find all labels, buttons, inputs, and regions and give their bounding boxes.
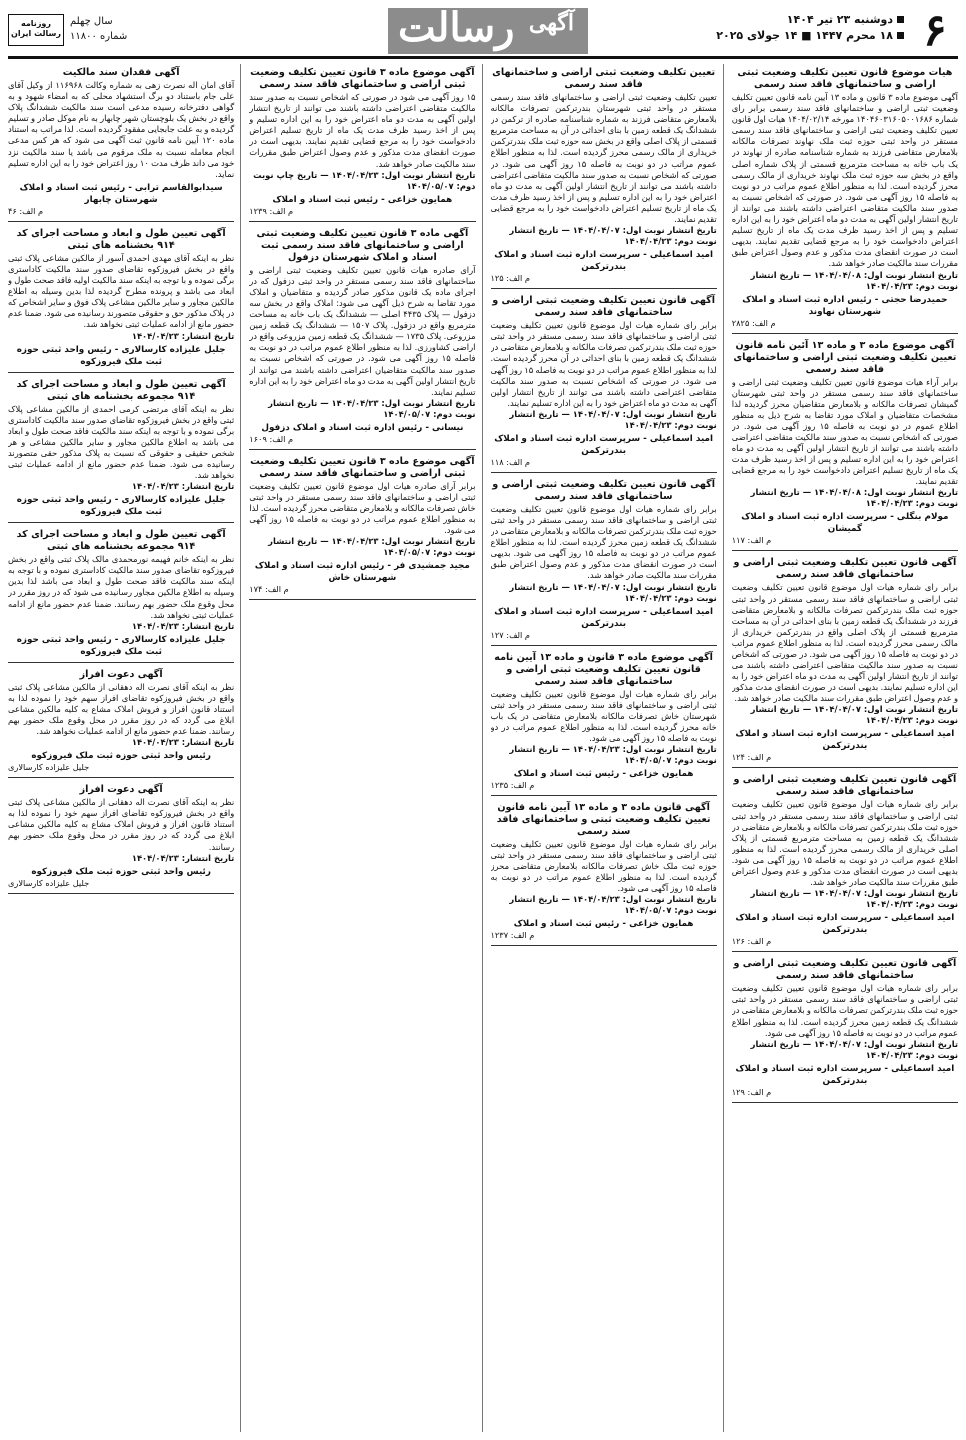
ad-title: آگهی قانون تعیین تکلیف وضعیت ثبتی اراضی و ساختمانهای فاقد سند رسمی <box>733 958 957 982</box>
ad-signature: همایون خزاعی - رئیس ثبت اسناد و املاک <box>513 919 694 930</box>
ad-notice <box>491 292 717 473</box>
publication-dates: تاریخ انتشار نوبت اول: ۱۴۰۴/۰۴/۲۳ — تاریخ چاپ نوبت دوم: ۱۴۰۴/۰۵/۰۷ <box>253 169 476 191</box>
ad-title: آگهی فقدان سند مالکیت <box>62 67 180 78</box>
ad-title: آگهی تعیین طول و ابعاد و مساحت اجرای کد ۹۱۴ بخشنامه های ثبتی <box>16 227 226 251</box>
column-3 <box>249 64 482 1432</box>
ad-reference: جلیل علیزاده کارسالاری <box>8 877 90 888</box>
ad-notice <box>8 526 234 663</box>
ad-title: آگهی موضوع ماده ۳ و ماده ۱۳ آئین نامه قانون تعیین تکلیف وضعیت ثبتی اراضی و ساختمانهای فاقد سند رسمی <box>733 339 957 375</box>
ad-signature: مجید جمشیدی فر - رئیس اداره ثبت اسناد و املاک شهرستان خاش <box>254 561 470 584</box>
ad-title: آگهی موضوع ماده ۳ قانون تعیین تکلیف وضعیت ثبتی اراضی و ساختمانهای فاقد سند رسمی <box>250 455 475 479</box>
section-banner <box>388 4 588 54</box>
publication-dates: تاریخ انتشار: ۱۴۰۴/۰۴/۲۳ <box>131 737 235 748</box>
ad-body: برابر آراء هیات موضوع قانون تعیین تکلیف وضعیت ثبتی اراضی و ساختمانهای فاقد سند رسمی مستقر در واحد ثبتی شهرستان گمیشان تصرفات مالکانه و بلامعارض متقاضیان محرز گردیده لذا مشخصات متقاضیان و املاک مورد تقاضا به شرح ذیل به منظور اطلاع عموم در دو نوبت به فاصله ۱۵ روز آگهی می شود. در صورتی که اشخاص نسبت به صدور سند مالکیت متقاضی اعتراضی داشته باشند می توانند از تاریخ انتشار اولین آگهی به مدت دو ماه اعتراض خود را به این اداره تسلیم و پس از اخذ رسید ظرف مدت یک ماه از تاریخ تسلیم اعتراض دادخواست خود را به مرجع قضایی تقدیم نمایند. <box>731 376 958 487</box>
ad-notice <box>732 955 958 1102</box>
ad-notice <box>491 476 717 646</box>
ad-title: آگهی دعوت افراز <box>79 668 163 680</box>
column-1 <box>732 64 958 1432</box>
publication-dates: تاریخ انتشار نوبت اول: ۱۴۰۴/۰۴/۰۷ — تاریخ انتشار نوبت دوم: ۱۴۰۴/۰۴/۲۳ <box>750 704 958 726</box>
section-title: آگهی <box>528 10 574 36</box>
ad-signature: امید اسماعیلی - سرپرست اداره ثبت اسناد و املاک بندرترکمن <box>494 250 714 273</box>
ad-title: آگهی قانون ماده ۳ و ماده ۱۳ آیین نامه قانون تعیین تکلیف وضعیت ثبتی و ساختمانهای فاقد سند رسمی <box>496 802 711 837</box>
ad-reference: جلیل علیزاده کارسالاری <box>8 762 90 773</box>
ad-reference: م الف: ۱۲۴ <box>731 752 772 763</box>
ad-notice <box>249 64 475 222</box>
ad-title: آگهی تعیین طول و ابعاد و مساحت اجرای کد ۹۱۴ مجموعه بخشنامه های ثبتی <box>16 378 226 402</box>
column-4 <box>8 64 241 1432</box>
issue-number: شماره ۱۱۸۰۰ <box>70 31 128 42</box>
date-block <box>716 12 904 44</box>
ad-reference: م الف: ۱۶۰۹ <box>249 433 294 444</box>
ad-signature: جلیل علیزاده کارسالاری - رئیس واحد ثبتی حوزه ثبت ملک فیروزکوه <box>16 495 226 518</box>
ad-body: ۱۵ روز آگهی می شود در صورتی که اشخاص نسبت به صدور سند مالکیت متقاضی اعتراضی داشته باشند می توانند از تاریخ انتشار اولین آگهی به مدت دو ماه اعتراض خود را به این اداره تسلیم و پس از اخذ رسید ظرف مدت یک ماه از تاریخ تسلیم اعتراض دادخواست خود را به مرجع قضایی تقدیم نمایند. بدیهی است در صورت انقضای مدت مذکور و عدم وصول اعتراض طبق مقررات سند مالکیت صادر خواهد شد. <box>249 92 476 169</box>
ad-title: آگهی تعیین طول و ابعاد و مساحت اجرای کد ۹۱۴ مجموعه بخشنامه های ثبتی <box>16 529 226 553</box>
ad-title: آگهی قانون تعیین تکلیف وضعیت ثبتی اراضی و ساختمانهای فاقد سند رسمی <box>733 557 957 581</box>
ad-body: آرای صادره هیات قانون تعیین تکلیف وضعیت ثبتی اراضی و ساختمانهای فاقد سند رسمی مستقر در واحد ثبتی دزفول که در اجرای ماده یک قانون مذکور صادر گردیده و متقاضیان و املاک مورد تقاضا به شرح ذیل آگهی می شود: املاک واقع در بخش سه دزفول — پلاک ۴۴۳۵ اصلی — ششدانگ یک باب خانه به مساحت مترمربع واقع در دزفول. پلاک ۱۵۰۷ — ششدانگ یک قطعه زمین مزروعی. پلاک ۱۷۳۵ — ششدانگ یک قطعه زمین مزروعی واقع در اراضی کشاورزی. لذا به منظور اطلاع عموم مراتب در دو نوبت به فاصله ۱۵ روز آگهی می شود. در صورتی که اشخاص نسبت به صدور سند مالکیت متقاضیان اعتراضی داشته باشند می توانند از تاریخ انتشار اولین آگهی به مدت دو ماه اعتراض خود را به این اداره تسلیم نمایند. <box>249 264 476 397</box>
date-line-2: ۱۸ محرم ۱۴۴۷ ■ ۱۴ جولای ۲۰۲۵ <box>716 29 893 42</box>
publication-dates: تاریخ انتشار نوبت اول: ۱۴۰۴/۰۴/۰۷ — تاریخ انتشار نوبت دوم: ۱۴۰۴/۰۴/۲۳ <box>509 581 717 603</box>
newspaper-logo: رسالت <box>398 4 515 51</box>
ad-body: برابر رای شماره هیات اول موضوع قانون تعیین تکلیف وضعیت ثبتی اراضی و ساختمانهای فاقد سند رسمی مستقر در واحد ثبتی حوزه ثبت ملک بندرترکمن تصرفات مالکانه و بلامعارض متقاضی در ششدانگ یک قطعه زمین محرز گردیده است. لذا به منظور اطلاع عموم مراتب در دو نوبت به فاصله ۱۵ روز آگهی می شود. بدیهی است در صورت انقضای مدت مذکور و عدم وصول اعتراض طبق مقررات سند مالکیت صادر خواهد شد. <box>490 503 717 581</box>
ad-reference: م الف: ۱۱۷ <box>731 535 772 546</box>
publication-dates: تاریخ انتشار نوبت اول: ۱۴۰۴/۰۴/۲۳ — تاریخ انتشار نوبت دوم: ۱۴۰۴/۰۵/۰۷ <box>268 536 476 558</box>
publication-dates: تاریخ انتشار: ۱۴۰۴/۰۴/۲۳ <box>131 481 235 492</box>
ad-body: تعیین تکلیف وضعیت ثبتی اراضی و ساختمانهای فاقد سند رسمی مستقر در واحد ثبتی شهرستان بندرترکمن تصرفات مالکانه بلامعارض متقاضی فرزند به شماره شناسنامه صادره از ترکمن در ششدانگ یک قطعه زمین با بنای احداثی در آن به مساحت مترمربع قسمتی از پلاک اصلی واقع در بخش سه حوزه ثبت ملک بندرترکمن خریداری از مالک رسمی محرز گردیده است. لذا به منظور اطلاع عموم مراتب در دو نوبت به فاصله ۱۵ روز آگهی می شود. در صورتی که اشخاص نسبت به صدور سند مالکیت متقاضی اعتراضی داشته باشند می توانند از تاریخ انتشار اولین آگهی به مدت دو ماه اعتراض خود را به این اداره تسلیم و پس از اخذ رسید ظرف مدت یک ماه از تاریخ تسلیم اعتراض دادخواست خود را به مرجع قضایی تقدیم نمایند. <box>490 92 717 225</box>
ad-body: برابر آرای صادره هیات اول موضوع قانون تعیین تکلیف وضعیت ثبتی اراضی و ساختمانهای فاقد سند رسمی مستقر در واحد ثبتی خاش تصرفات مالکانه و بلامعارض متقاضی محرز گردیده است. لذا به منظور اطلاع عموم مراتب در دو نوبت به فاصله ۱۵ روز آگهی می شود. <box>249 480 476 536</box>
ad-body: برابر رای شماره هیات اول موضوع قانون تعیین تکلیف وضعیت ثبتی اراضی و ساختمانهای فاقد سند رسمی مستقر در واحد ثبتی شهرستان خاش تصرفات مالکانه بلامعارض متقاضی در یک باب خانه محرز گردیده است. لذا به منظور اطلاع عموم مراتب در دو نوبت به فاصله ۱۵ روز آگهی می شود. <box>490 688 717 743</box>
ad-signature: همایون خزاعی - رئیس ثبت اسناد و املاک <box>272 194 453 205</box>
mini-logo: روزنامه رسالت ایران <box>8 14 64 46</box>
ad-reference: م الف: ۱۲۶ <box>731 936 772 947</box>
ad-signature: امید اسماعیلی - سرپرست اداره ثبت اسناد و املاک بندرترکمن <box>494 606 714 629</box>
bullet-icon <box>897 16 904 23</box>
date-line-1: دوشنبه ۲۳ تیر ۱۴۰۴ <box>786 13 893 26</box>
ad-body: آگهی موضوع ماده ۳ قانون و ماده ۱۳ آیین نامه قانون تعیین تکلیف وضعیت ثبتی اراضی و ساختمانهای فاقد سند رسمی برابر رای شماره ۱۴۰۴۶۰۳۱۶۰۵۰۰۱۶۸۶ مورخه ۱۴۰۴/۰۲/۱۴ هیات اول قانون تعیین تکلیف وضعیت ثبتی اراضی و ساختمانهای فاقد سند رسمی مستقر در واحد ثبتی حوزه ثبت ملک نهاوند تصرفات مالکانه بلامعارض متقاضی فرزند به شماره شناسنامه صادره از نهاوند در یک باب خانه به مساحت مترمربع قسمتی از پلاک شماره اصلی واقع در بخش سه حوزه ثبت ملک نهاوند خریداری از مالک رسمی محرز گردیده است. لذا به منظور اطلاع عموم مراتب در دو نوبت به فاصله ۱۵ روز آگهی می شود. در صورتی که اشخاص نسبت به صدور سند مالکیت متقاضی اعتراضی داشته باشند می توانند از تاریخ انتشار اولین آگهی به مدت دو ماه اعتراض خود را به این اداره تسلیم و پس از اخذ رسید ظرف مدت یک ماه از تاریخ تسلیم اعتراض دادخواست خود را به مرجع قضایی تقدیم نمایند. بدیهی است در صورت انقضای مدت مذکور و عدم وصول اعتراض طبق مقررات سند مالکیت صادر خواهد شد. <box>731 92 958 269</box>
publication-dates: تاریخ انتشار نوبت اول: ۱۴۰۴/۰۴/۰۸ — تاریخ انتشار نوبت دوم: ۱۴۰۴/۰۴/۲۳ <box>750 269 958 291</box>
ad-signature: جلیل علیزاده کارسالاری - رئیس واحد ثبتی حوزه ثبت ملک فیروزکوه <box>16 634 226 657</box>
ad-body: برابر رای شماره هیات اول موضوع قانون تعیین تکلیف وضعیت ثبتی اراضی و ساختمانهای فاقد سند رسمی مستقر در واحد ثبتی حوزه ثبت ملک خاش تصرفات مالکانه بلامعارض متقاضی محرز گردیده است. لذا به منظور اطلاع عموم مراتب در دو نوبت به فاصله ۱۵ روز آگهی می شود. <box>490 839 717 894</box>
masthead <box>8 4 958 59</box>
publication-dates: تاریخ انتشار: ۱۴۰۴/۰۴/۲۳ <box>131 620 235 631</box>
ad-signature: سیدابوالقاسم ترابی - رئیس ثبت اسناد و املاک شهرستان چابهار <box>19 182 223 205</box>
ad-title: هیات موضوع قانون تعیین تکلیف وضعیت ثبتی اراضی و ساختمانهای فاقد سند رسمی <box>737 67 953 90</box>
ad-signature: همایون خزاعی - رئیس ثبت اسناد و املاک <box>513 769 694 779</box>
ad-signature: امید اسماعیلی - سرپرست اداره ثبت اسناد و املاک بندرترکمن <box>735 913 955 936</box>
ad-notice <box>249 225 475 450</box>
ad-notice <box>8 376 234 524</box>
ad-notice <box>732 771 958 952</box>
ad-signature: امید اسماعیلی - سرپرست اداره ثبت اسناد و املاک بندرترکمن <box>494 433 714 456</box>
ad-reference: م الف: ۱۲۳۹ <box>249 205 294 216</box>
ad-notice <box>732 554 958 768</box>
bullet-icon <box>897 32 904 39</box>
ad-reference: م الف: ۱۲۵ <box>490 273 530 284</box>
ad-notice <box>249 453 475 600</box>
ad-notice <box>491 649 717 796</box>
ad-signature: رئیس واحد ثبتی حوزه ثبت ملک فیروزکوه <box>31 751 211 762</box>
ad-body: برابر رای شماره هیات اول موضوع قانون تعیین تکلیف وضعیت ثبتی اراضی و ساختمانهای فاقد سند رسمی مستقر در واحد ثبتی حوزه ثبت ملک بندرترکمن تصرفات مالکانه و بلامعارض متقاضی در ششدانگ یک قطعه زمین به مساحت مترمربع قسمتی از پلاک اصلی خریداری از مالک رسمی محرز گردیده است. لذا به منظور اطلاع عموم مراتب در دو نوبت به فاصله ۱۵ روز آگهی می شود. بدیهی است در صورت انقضای مدت مذکور و عدم وصول اعتراض طبق مقررات سند مالکیت صادر خواهد شد. <box>731 799 958 888</box>
ad-signature: نیسانی - رئیس اداره ثبت اسناد و املاک دزفول <box>261 422 464 433</box>
column-2 <box>491 64 724 1432</box>
ad-body: نظر به اینکه آقای مرتضی کرمی احمدی از مالکین مشاعی پلاک ثبتی واقع در بخش فیروزکوه تقاضای صدور سند مالکیت کاداستری برگی نموده و با توجه به اینکه سند مالکیت فاقد صحت طول و ابعاد می باشد به اطلاع مالکین مجاور و سایر مالکین مشاعی و هر شخص حقیقی و حقوقی که نسبت به پلاک مذکور حقی متصورند رسانیده می شود. ضمنا عدم حضور مانع از ادامه عملیات ثبتی نخواهد شد. <box>8 403 235 481</box>
ad-body: برابر رای شماره هیات اول موضوع قانون تعیین تکلیف وضعیت ثبتی اراضی و ساختمانهای فاقد سند رسمی مستقر در واحد ثبتی حوزه ثبت ملک بندرترکمن تصرفات مالکانه و بلامعارض متقاضی در ششدانگ یک قطعه زمین محرز گردیده است. لذا به منظور اطلاع عموم مراتب در دو نوبت به فاصله ۱۵ روز آگهی می شود. <box>731 983 958 1038</box>
publication-dates: تاریخ انتشار نوبت اول: ۱۴۰۴/۰۴/۲۳ — تاریخ انتشار نوبت دوم: ۱۴۰۴/۰۵/۰۷ <box>509 744 717 765</box>
publication-dates: تاریخ انتشار نوبت اول: ۱۴۰۴/۰۴/۰۷ — تاریخ انتشار نوبت دوم: ۱۴۰۴/۰۴/۲۳ <box>509 225 717 247</box>
ad-body: نظر به اینکه خانم فهیمه نورمحمدی مالک پلاک ثبتی واقع در بخش فیروزکوه تقاضای صدور سند مالکیت کاداستری نموده و با توجه به اینکه سند مالکیت فاقد صحت طول و ابعاد می باشد لذا بدین وسیله به اطلاع مالکین مجاور رسانیده می شود که در روز مقرر در محل وقوع ملک حضور بهم رسانند. ضمنا عدم حضور مانع از ادامه عملیات ثبتی نخواهد شد. <box>8 554 235 620</box>
columns <box>8 64 958 1432</box>
ad-signature: مولام بنگلی - سرپرست اداره ثبت اسناد و املاک گمیشان <box>741 512 949 535</box>
ad-title: آگهی موضوع ماده ۳ قانون تعیین تکلیف وضعیت ثبتی اراضی و ساختمانهای فاقد سند رسمی <box>250 67 475 90</box>
ad-notice <box>8 64 234 222</box>
ad-body: نظر به اینکه آقای مهدی احمدی آسور از مالکین مشاعی پلاک ثبتی واقع در بخش فیروزکوه تقاضای صدور سند مالکیت کاداستری برگی نموده و با توجه به اینکه سند مالکیت اولیه فاقد صحت طول و ابعاد می باشد و پرونده مطرح گردیده لذا بدین وسیله به اطلاع مالکین مجاور و سایر مالکین مشاعی پلاک فوق و سایر اشخاص که در پلاک مذکور حق و حقوقی متصورند رسانیده می شود. ضمنا عدم حضور مانع از ادامه عملیات ثبتی نخواهد شد. <box>8 252 235 330</box>
ad-reference: م الف: ۱۲۳۵ <box>490 780 535 790</box>
ad-reference: م الف: ۱۲۹ <box>731 1086 772 1097</box>
publication-dates: تاریخ انتشار نوبت اول: ۱۴۰۴/۰۴/۰۷ — تاریخ انتشار نوبت دوم: ۱۴۰۴/۰۴/۲۳ <box>509 408 717 430</box>
page-number: ۶ <box>923 5 947 56</box>
ad-signature: امید اسماعیلی - سرپرست اداره ثبت اسناد و املاک بندرترکمن <box>735 729 955 752</box>
ad-body: آقای امان اله نصرت زهی به شماره وکالت ۱۱۶۹۶۸ از وکیل آقای علی جام باستناد دو برگ استشهاد محلی که به امضاء شهود و به گواهی دفترخانه رسیده مدعی است سند مالکیت ششدانگ پلاک واقع در بخش یک بلوچستان شهر چابهار به نام موکل صادر و تسلیم گردیده و به علت جابجایی مفقود گردیده است. لذا مراتب به استناد ماده ۱۲۰ آیین نامه قانون ثبت آگهی می شود که هر کس مدعی انجام معامله نسبت به ملک مرقوم می باشد یا سند مالکیت نزد خود می داند ظرف مدت ۱۰ روز اعتراض خود را به این اداره تسلیم نماید. <box>8 80 235 179</box>
ad-title: آگهی ماده ۳ قانون تعیین تکلیف وضعیت ثبتی اراضی و ساختمانهای فاقد سند رسمی ثبت اسناد و املاک شهرستان دزفول <box>256 227 469 263</box>
ad-reference: م الف: ۲۸۲۵ <box>731 317 776 328</box>
ad-notice <box>8 666 234 778</box>
ad-notice <box>732 64 958 334</box>
ad-reference: م الف: ۴۶ <box>8 205 44 216</box>
ad-body: نظر به اینکه آقای نصرت اله دهقانی از مالکین مشاعی پلاک ثبتی واقع در بخش فیروزکوه تقاضای افراز سهم خود را نموده لذا به استناد قانون افراز و فروش املاک مشاع به کلیه مالکین مشاعی ابلاغ می گردد که در روز مقرر در محل وقوع ملک حضور بهم رسانند. ضمنا عدم حضور مانع از ادامه عملیات نخواهد شد. <box>8 681 235 737</box>
ad-notice <box>491 799 717 946</box>
ad-reference: م الف: ۱۱۸ <box>490 456 530 467</box>
ad-body: نظر به اینکه آقای نصرت اله دهقانی از مالکین مشاعی پلاک ثبتی واقع در بخش فیروزکوه تقاضای افراز سهم خود را نموده لذا به استناد قانون افراز و فروش املاک مشاع به کلیه مالکین مشاعی ابلاغ می گردد که در روز مقرر در محل وقوع ملک حضور بهم رسانند. <box>8 797 235 852</box>
ad-reference: م الف: ۱۷۴ <box>249 584 289 595</box>
ad-notice <box>8 225 234 373</box>
publication-dates: تاریخ انتشار نوبت اول: ۱۴۰۴/۰۴/۲۳ — تاریخ انتشار نوبت دوم: ۱۴۰۴/۰۵/۰۷ <box>268 397 476 419</box>
ad-notice <box>732 337 958 552</box>
ad-title: آگهی قانون تعیین تکلیف وضعیت ثبتی اراضی و ساختمانهای فاقد سند رسمی <box>492 295 716 319</box>
year-label: سال چهلم <box>70 16 113 27</box>
ad-signature: رئیس واحد ثبتی حوزه ثبت ملک فیروزکوه <box>31 866 211 877</box>
ad-body: برابر رای شماره هیات اول موضوع قانون تعیین تکلیف وضعیت ثبتی اراضی و ساختمانهای فاقد سند رسمی مستقر در واحد ثبتی حوزه ثبت ملک بندرترکمن تصرفات مالکانه و بلامعارض متقاضی در ششدانگ یک قطعه زمین با بنای احداثی در آن محرز گردیده است. لذا به منظور اطلاع عموم مراتب در دو نوبت به فاصله ۱۵ روز آگهی می شود. در صورتی که اشخاص نسبت به صدور سند مالکیت متقاضی اعتراضی داشته باشند می توانند از تاریخ انتشار اولین آگهی به مدت دو ماه اعتراض خود را به این اداره تسلیم نمایند. <box>490 320 717 408</box>
issue-meta <box>70 14 127 44</box>
ad-signature: جلیل علیزاده کارسالاری - رئیس واحد ثبتی حوزه ثبت ملک فیروزکوه <box>16 344 226 367</box>
ad-notice <box>491 64 717 289</box>
ad-signature: حمیدرضا حجتی - رئیس اداره ثبت اسناد و املاک شهرستان نهاوند <box>742 294 948 317</box>
publication-dates: تاریخ انتشار نوبت اول: ۱۴۰۴/۰۴/۲۳ — تاریخ انتشار نوبت دوم: ۱۴۰۴/۰۵/۰۷ <box>509 894 717 916</box>
publication-dates: تاریخ انتشار نوبت اول: ۱۴۰۴/۰۴/۰۷ — تاریخ انتشار نوبت دوم: ۱۴۰۴/۰۴/۲۳ <box>750 888 958 910</box>
publication-dates: تاریخ انتشار: ۱۴۰۴/۰۴/۲۳ <box>131 330 235 341</box>
publication-dates: تاریخ انتشار نوبت اول: ۱۴۰۴/۰۴/۰۷ — تاریخ انتشار نوبت دوم: ۱۴۰۴/۰۴/۲۳ <box>750 1038 958 1060</box>
ad-title: آگهی دعوت افراز <box>79 784 163 796</box>
ad-signature: امید اسماعیلی - سرپرست اداره ثبت اسناد و املاک بندرترکمن <box>735 1063 955 1086</box>
ad-reference: م الف: ۱۲۷ <box>490 629 530 640</box>
ad-title: آگهی قانون تعیین تکلیف وضعیت ثبتی اراضی و ساختمانهای فاقد سند رسمی <box>733 774 957 798</box>
ad-title: آگهی موضوع ماده ۳ قانون و ماده ۱۳ آیین نامه قانون تعیین تکلیف وضعیت ثبتی اراضی و ساختمانهای فاقد سند رسمی <box>494 651 713 687</box>
ad-body: برابر رای شماره هیات اول موضوع قانون تعیین تکلیف وضعیت ثبتی اراضی و ساختمانهای فاقد سند رسمی مستقر در واحد ثبتی حوزه ثبت ملک بندرترکمن تصرفات مالکانه و بلامعارض متقاضی فرزند در ششدانگ یک قطعه زمین با بنای احداثی در آن به مساحت مترمربع قسمتی از پلاک اصلی واقع در بندرترکمن خریداری از مالک رسمی محرز گردیده است. لذا به منظور اطلاع عموم مراتب در دو نوبت به فاصله ۱۵ روز آگهی می شود. در صورتی که اشخاص نسبت به صدور سند مالکیت متقاضی اعتراضی داشته باشند می توانند از تاریخ انتشار اولین آگهی به مدت دو ماه اعتراض خود را به این اداره تسلیم نمایند. بدیهی است در صورت انقضای مدت مذکور و عدم وصول اعتراض طبق مقررات سند مالکیت صادر خواهد شد. <box>731 582 958 704</box>
ad-reference: م الف: ۱۲۳۷ <box>490 930 535 941</box>
publication-dates: تاریخ انتشار: ۱۴۰۴/۰۴/۲۳ <box>131 852 235 863</box>
publication-dates: تاریخ انتشار نوبت اول: ۱۴۰۴/۰۴/۰۸ — تاریخ انتشار نوبت دوم: ۱۴۰۴/۰۴/۲۳ <box>750 487 958 509</box>
ad-title: آگهی قانون تعیین تکلیف وضعیت ثبتی اراضی و ساختمانهای فاقد سند رسمی <box>492 478 716 502</box>
ad-notice <box>8 781 234 893</box>
ad-title: تعیین تکلیف وضعیت ثبتی اراضی و ساختمانهای فاقد سند رسمی <box>492 67 716 90</box>
